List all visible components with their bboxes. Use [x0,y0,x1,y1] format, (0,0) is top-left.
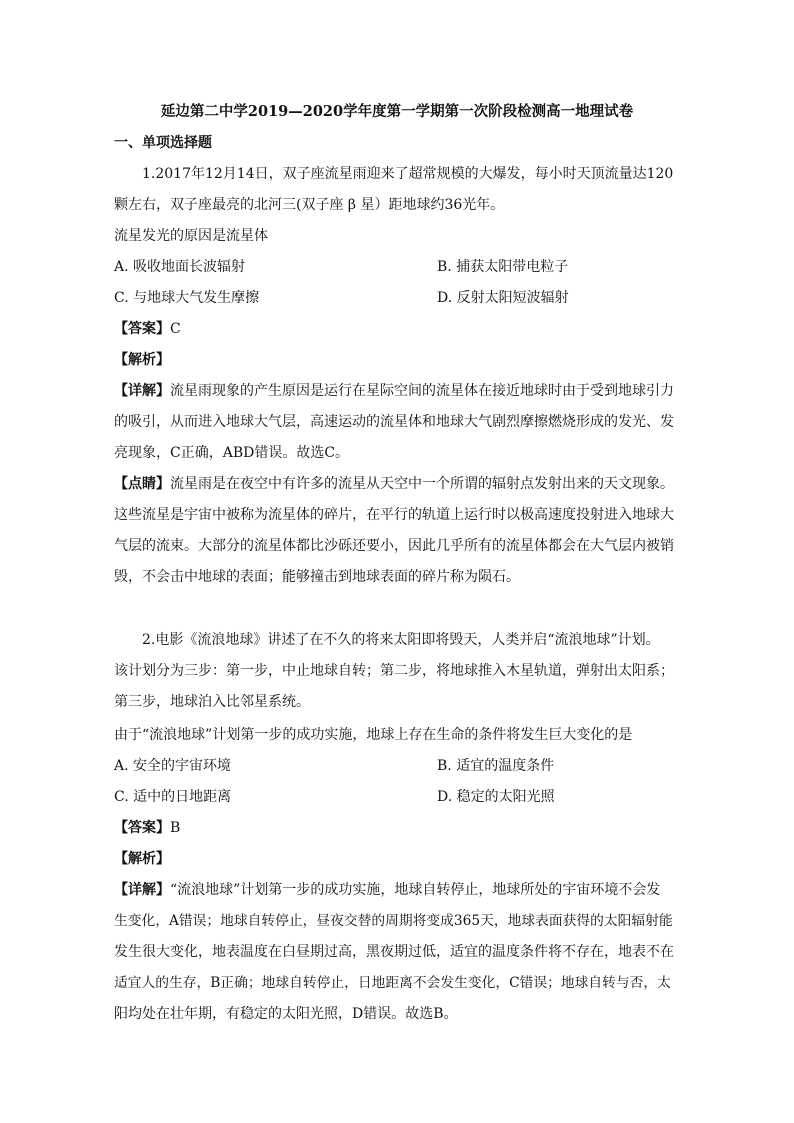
q1-answer-tag: 【答案】 [114,321,170,337]
q1-note-line-3: 气层的流束。大部分的流星体都比沙砾还要小，因此几乎所有的流星体都会在大气层内被销 [114,538,674,554]
q1-detail-tag: 【详解】 [114,383,170,399]
q1-option-d: D. 反射太阳短波辐射 [437,290,569,306]
q2-stem-line-1: 2.电影《流浪地球》讲述了在不久的将来太阳即将毁天，人类并启“流浪地球”计划。 [142,632,660,648]
q2-detail-text-1: “流浪地球”计划第一步的成功实施，地球自转停止，地球所处的宇宙环境不会发 [170,882,661,898]
q2-detail-line-2: 生变化，A错误；地球自转停止，昼夜交替的周期将变成365天，地球表面获得的太阳辐射能 [114,913,673,929]
q1-note-line-2: 这些流星是宇宙中被称为流星体的碎片，在平行的轨道上运行时以极高速度投射进入地球大 [114,507,674,523]
q1-question: 流星发光的原因是流星体 [114,228,268,244]
q1-detail-line-3: 亮现象，C正确，ABD错误。故选C。 [114,445,350,461]
q1-stem-line-1: 1.2017年12月14日，双子座流星雨迎来了超常规模的大爆发，每小时天顶流量达120 [142,166,674,182]
section-heading: 一、单项选择题 [114,135,212,151]
q2-answer-tag: 【答案】 [114,820,170,836]
q1-option-a: A. 吸收地面长波辐射 [114,259,246,275]
page-title: 延边第二中学2019—2020学年度第一学期第一次阶段检测高一地理试卷 [160,103,634,120]
q1-answer [114,320,181,338]
q1-note-line-1 [114,475,674,493]
q2-option-c: C. 适中的日地距离 [114,789,232,805]
q2-detail-line-1 [114,881,660,899]
q2-detail-line-3: 发生很大变化，地表温度在白昼期过高，黑夜期过低，适宜的温度条件将不存在，地表不在 [114,944,674,960]
q2-detail-line-5: 阳均处在壮年期，有稳定的太阳光照，D错误。故选B。 [114,1006,458,1022]
q1-answer-value: C [170,321,181,337]
q2-stem-line-2: 该计划分为三步：第一步，中止地球自转；第二步，将地球推入木星轨道，弹射出太阳系； [114,663,674,679]
q1-detail-line-2: 的吸引，从而进入地球大气层，高速运动的流星体和地球大气剧烈摩擦燃烧形成的发光、发 [114,414,674,430]
q1-detail-text-1: 流星雨现象的产生原因是运行在星际空间的流星体在接近地球时由于受到地球引力 [170,383,674,399]
q1-detail-line-1 [114,382,674,400]
q2-option-d: D. 稳定的太阳光照 [437,789,555,805]
q1-option-b: B. 捕获太阳带电粒子 [437,259,569,275]
q2-question: 由于“流浪地球”计划第一步的成功实施，地球上存在生命的条件将发生巨大变化的是 [114,727,633,743]
q2-answer-value: B [170,820,181,836]
q2-option-b: B. 适宜的温度条件 [437,758,555,774]
q1-analysis-tag: 【解析】 [114,352,170,368]
q2-analysis-tag: 【解析】 [114,851,170,867]
q2-stem-line-3: 第三步，地球泊入比邻星系统。 [114,694,310,710]
q1-option-c: C. 与地球大气发生摩擦 [114,290,260,306]
q1-note-text-1: 流星雨是在夜空中有许多的流星从天空中一个所谓的辐射点发射出来的天文现象。 [170,476,674,492]
q1-stem-line-2: 颗左右，双子座最亮的北河三(双子座 β 星）距地球约36光年。 [114,197,505,213]
q2-detail-tag: 【详解】 [114,882,170,898]
q2-detail-line-4: 适宜人的生存，B正确；地球自转停止，日地距离不会发生变化，C错误；地球自转与否，太 [114,975,671,991]
q1-note-line-4: 毁，不会击中地球的表面；能够撞击到地球表面的碎片称为陨石。 [114,569,520,585]
q2-answer [114,819,180,837]
q1-note-tag: 【点睛】 [114,476,170,492]
q2-option-a: A. 安全的宇宙环境 [114,758,232,774]
